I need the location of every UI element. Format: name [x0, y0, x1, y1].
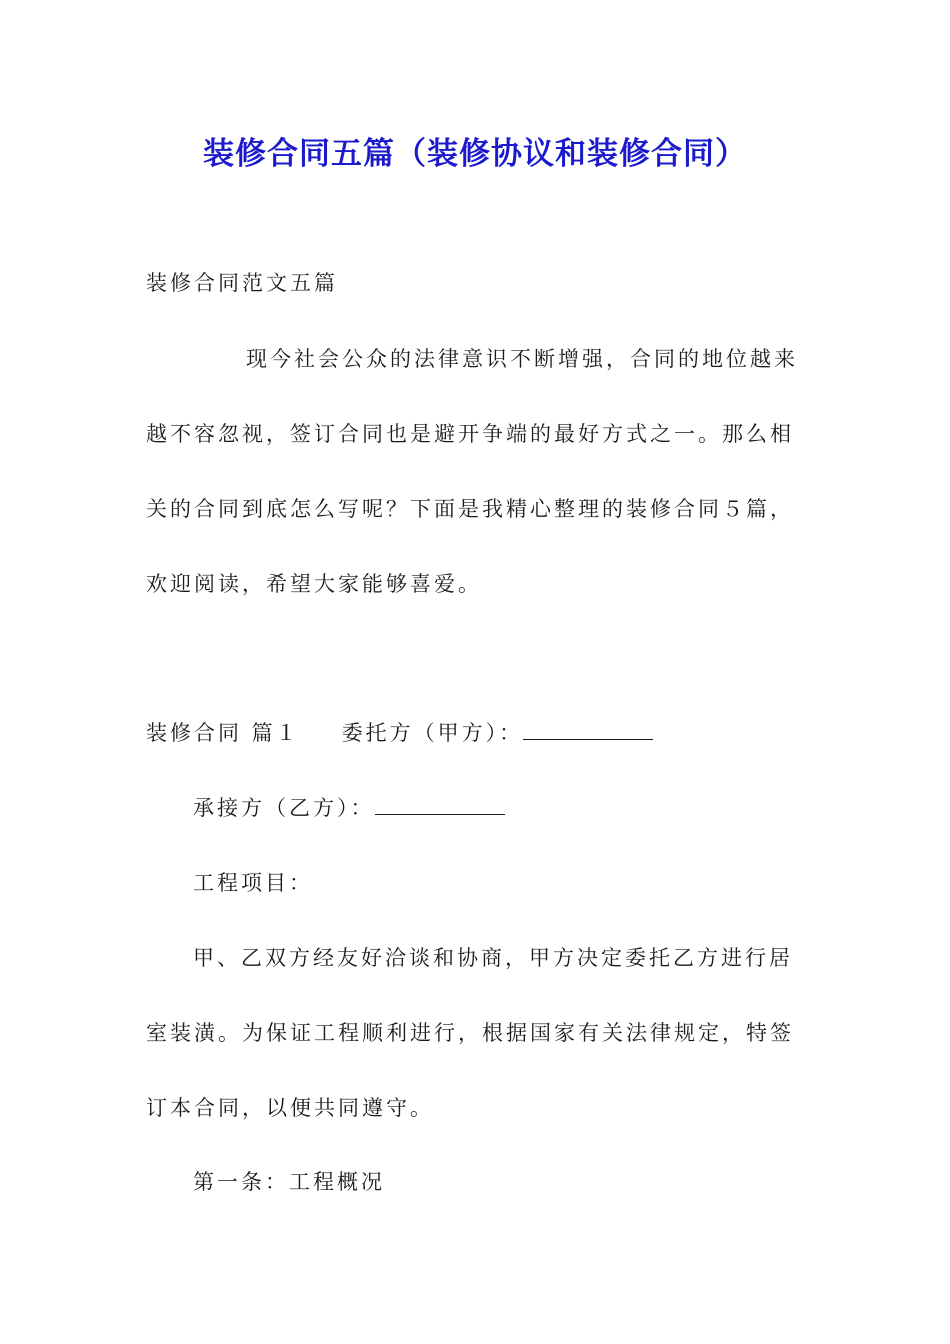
intro-line-4: 欢迎阅读，希望大家能够喜爱。: [146, 572, 482, 596]
body-line-3: 订本合同，以便共同遵守。: [146, 1096, 434, 1120]
party-a-blank: [523, 719, 653, 740]
section1-header-row: [146, 718, 653, 748]
party-a-label: 委托方（甲方）：: [341, 721, 524, 745]
document-subtitle: 装修合同范文五篇: [146, 271, 338, 295]
party-b-row: [193, 793, 505, 823]
intro-line-1: 现今社会公众的法律意识不断增强，合同的地位越来: [246, 347, 798, 371]
body-line-2: 室装潢。为保证工程顺利进行，根据国家有关法律规定，特签: [146, 1021, 794, 1045]
party-b-blank: [375, 794, 505, 815]
document-title: 装修合同五篇（装修协议和装修合同）: [203, 136, 747, 172]
intro-line-3: 关的合同到底怎么写呢？下面是我精心整理的装修合同５篇，: [146, 497, 794, 521]
body-line-1: 甲、乙双方经友好洽谈和协商，甲方决定委托乙方进行居: [193, 946, 793, 970]
section1-heading: 装修合同 篇１: [146, 721, 300, 745]
intro-line-2: 越不容忽视，签订合同也是避开争端的最好方式之一。那么相: [146, 422, 794, 446]
article-1-heading: 第一条：工程概况: [193, 1170, 385, 1194]
party-b-label: 承接方（乙方）：: [193, 796, 375, 820]
project-label: 工程项目：: [193, 871, 313, 895]
